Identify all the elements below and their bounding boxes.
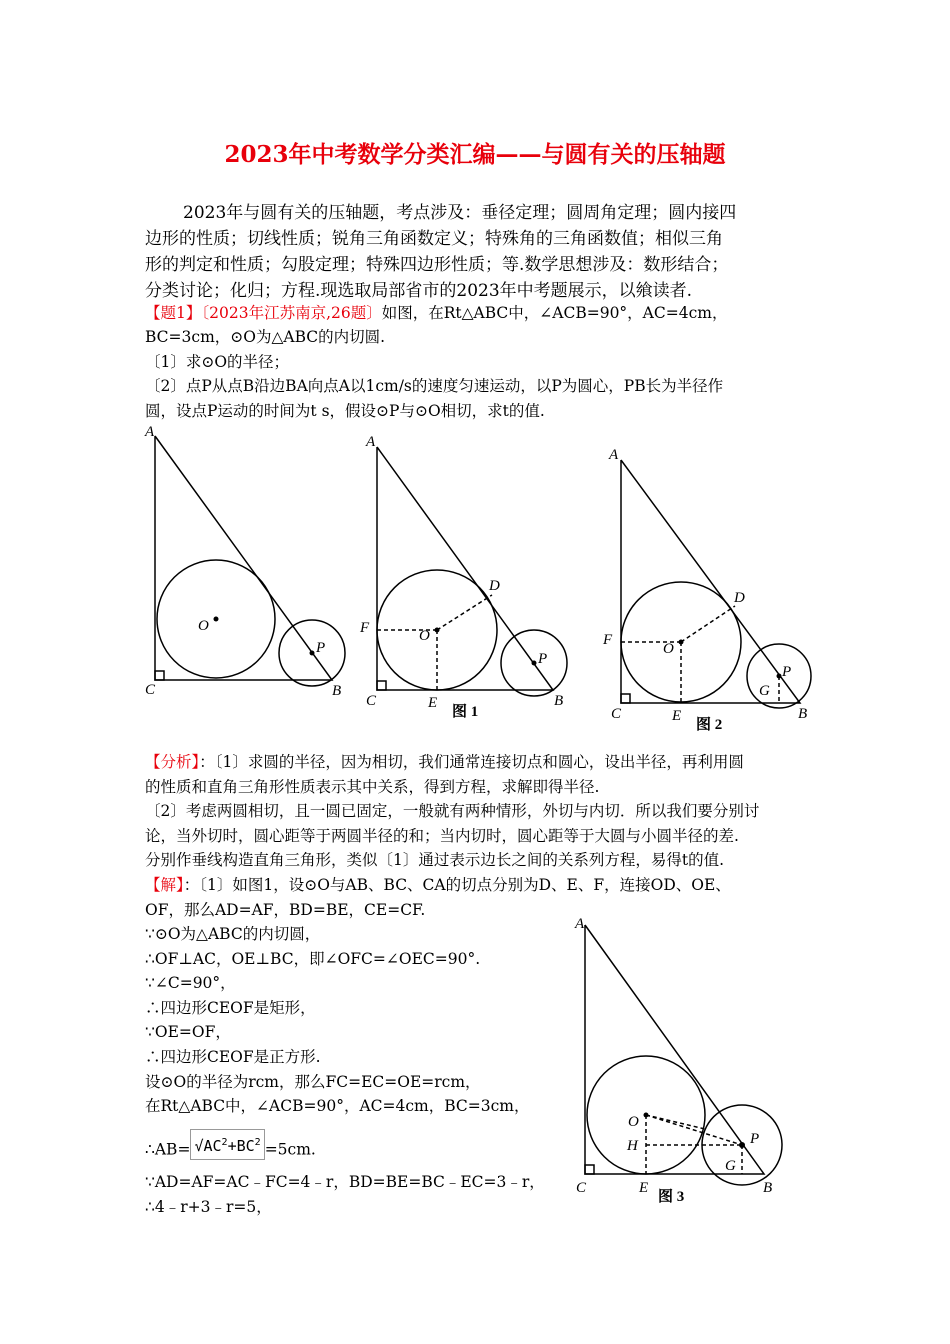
analysis-text: ：〔1〕求圆的半径，因为相切，我们通常连接切点和圆心，设出半径，再利用圆	[199, 753, 744, 771]
figure-3	[560, 910, 800, 1210]
label-h: H	[627, 1138, 638, 1154]
solution-line-7: ∵OE=OF，	[145, 1023, 231, 1041]
label-f: F	[603, 632, 613, 648]
label-g: G	[759, 683, 770, 699]
solution-line-13: ∴4﹣r+3﹣r=5，	[145, 1198, 272, 1216]
label-o: O	[663, 641, 674, 657]
sqrt-exp-2: 2	[254, 1137, 261, 1148]
label-a: A	[145, 424, 155, 440]
label-d: D	[489, 578, 500, 594]
label-d: D	[734, 590, 745, 606]
solution-line-5: ∵∠C=90°，	[145, 974, 236, 992]
analysis-tag: 【分析】	[145, 753, 200, 771]
analysis-line-1	[145, 750, 744, 774]
label-c: C	[366, 693, 377, 709]
question-2b: 圆，设点P运动的时间为t s，假设⊙P与⊙O相切，求t的值.	[145, 402, 545, 420]
problem-source: 〔2023年江苏南京,26题〕	[201, 304, 382, 322]
question-1: 〔1〕求⊙O的半径；	[145, 353, 290, 371]
label-b: B	[332, 683, 342, 699]
solution-line-9: 设⊙O的半径为rcm，那么FC=EC=OE=rcm，	[145, 1073, 481, 1091]
analysis-line-3: 〔2〕考虑两圆相切，且一圆已固定，一般就有两种情形，外切与内切．所以我们要分别讨	[145, 802, 760, 820]
solution-line-4: ∴OF⊥AC，OE⊥BC，即∠OFC=∠OEC=90°.	[145, 950, 481, 968]
label-o: O	[198, 618, 209, 634]
solution-line-12: ∵AD=AF=AC﹣FC=4﹣r，BD=BE=BC﹣EC=3﹣r，	[145, 1173, 545, 1191]
solution-text: ：〔1〕如图1，设⊙O与AB、BC、CA的切点分别为D、E、F，连接OD、OE、	[183, 876, 731, 894]
solution-line-1	[145, 873, 731, 897]
analysis-line-5: 分别作垂线构造直角三角形，类似〔1〕通过表示边长之间的关系列方程，易得t的值.	[145, 851, 725, 869]
analysis-line-4: 论，当外切时，圆心距等于两圆半径的和；当内切时，圆心距等于大圆与小圆半径的差.	[145, 827, 739, 845]
label-f: F	[360, 620, 370, 636]
label-a: A	[609, 447, 619, 463]
solution-line-6: ∴四边形CEOF是矩形，	[145, 999, 316, 1017]
label-p: P	[750, 1131, 760, 1147]
solution-line-3: ∵⊙O为△ABC的内切圆，	[145, 925, 321, 943]
solution-line-11	[145, 1135, 316, 1166]
label-e: E	[672, 708, 682, 724]
problem-text: 如图，在Rt△ABC中，∠ACB=90°，AC=4cm，	[381, 304, 728, 322]
label-p: P	[538, 651, 548, 667]
solution-line-10: 在Rt△ABC中，∠ACB=90°，AC=4cm，BC=3cm，	[145, 1097, 530, 1115]
problem-line-2: BC=3cm，⊙O为△ABC的内切圆.	[145, 328, 386, 346]
question-2a: 〔2〕点P从点B沿边BA向点A以1cm/s的速度匀速运动，以P为圆心，PB长为半径作	[145, 377, 724, 395]
sqrt-exp-1: 2	[221, 1137, 228, 1148]
label-g: G	[725, 1158, 736, 1174]
label-c: C	[145, 682, 156, 698]
figure-3-caption: 图 3	[658, 1189, 685, 1205]
sqrt-ac: AC	[203, 1137, 222, 1155]
intro-line-1: 2023年与圆有关的压轴题，考点涉及：垂径定理；圆周角定理；圆内接四	[183, 203, 737, 223]
solution-line-8: ∴四边形CEOF是正方形.	[145, 1048, 321, 1066]
label-b: B	[798, 706, 808, 722]
label-o: O	[628, 1114, 639, 1130]
ab-prefix: ∴AB=	[145, 1140, 191, 1159]
solution-line-2: OF，那么AD=AF，BD=BE，CE=CF.	[145, 901, 426, 919]
label-a: A	[366, 434, 376, 450]
intro-line-3: 形的判定和性质；勾股定理；特殊四边形性质；等.数学思想涉及：数形结合；	[145, 255, 729, 275]
solution-tag: 【解】	[145, 876, 184, 894]
label-p: P	[316, 640, 326, 656]
label-b: B	[763, 1180, 773, 1196]
analysis-line-2: 的性质和直角三角形性质表示其中关系，得到方程，求解即得半径.	[145, 778, 600, 796]
label-p: P	[782, 664, 792, 680]
label-b: B	[554, 693, 564, 709]
problem-tag: 【题1】	[145, 304, 202, 322]
sqrt-expression: $√AC^2+BC^2$	[190, 1129, 264, 1160]
sqrt-plus-bc: +BC	[227, 1137, 255, 1155]
label-e: E	[428, 695, 438, 711]
label-e: E	[639, 1180, 649, 1196]
label-a: A	[575, 916, 585, 932]
figure-2-caption: 图 2	[696, 717, 723, 733]
figure-1-caption: 图 1	[452, 704, 479, 720]
intro-line-4: 分类讨论；化归；方程.现选取局部省市的2023年中考题展示，以飨读者.	[145, 281, 693, 301]
label-o: O	[419, 628, 430, 644]
label-c: C	[576, 1180, 587, 1196]
ab-suffix: =5cm.	[264, 1140, 316, 1159]
page-title: 2023年中考数学分类汇编——与圆有关的压轴题	[224, 141, 726, 168]
intro-line-2: 边形的性质；切线性质；锐角三角函数定义；特殊角的三角函数值；相似三角	[145, 229, 723, 249]
label-c: C	[611, 706, 622, 722]
